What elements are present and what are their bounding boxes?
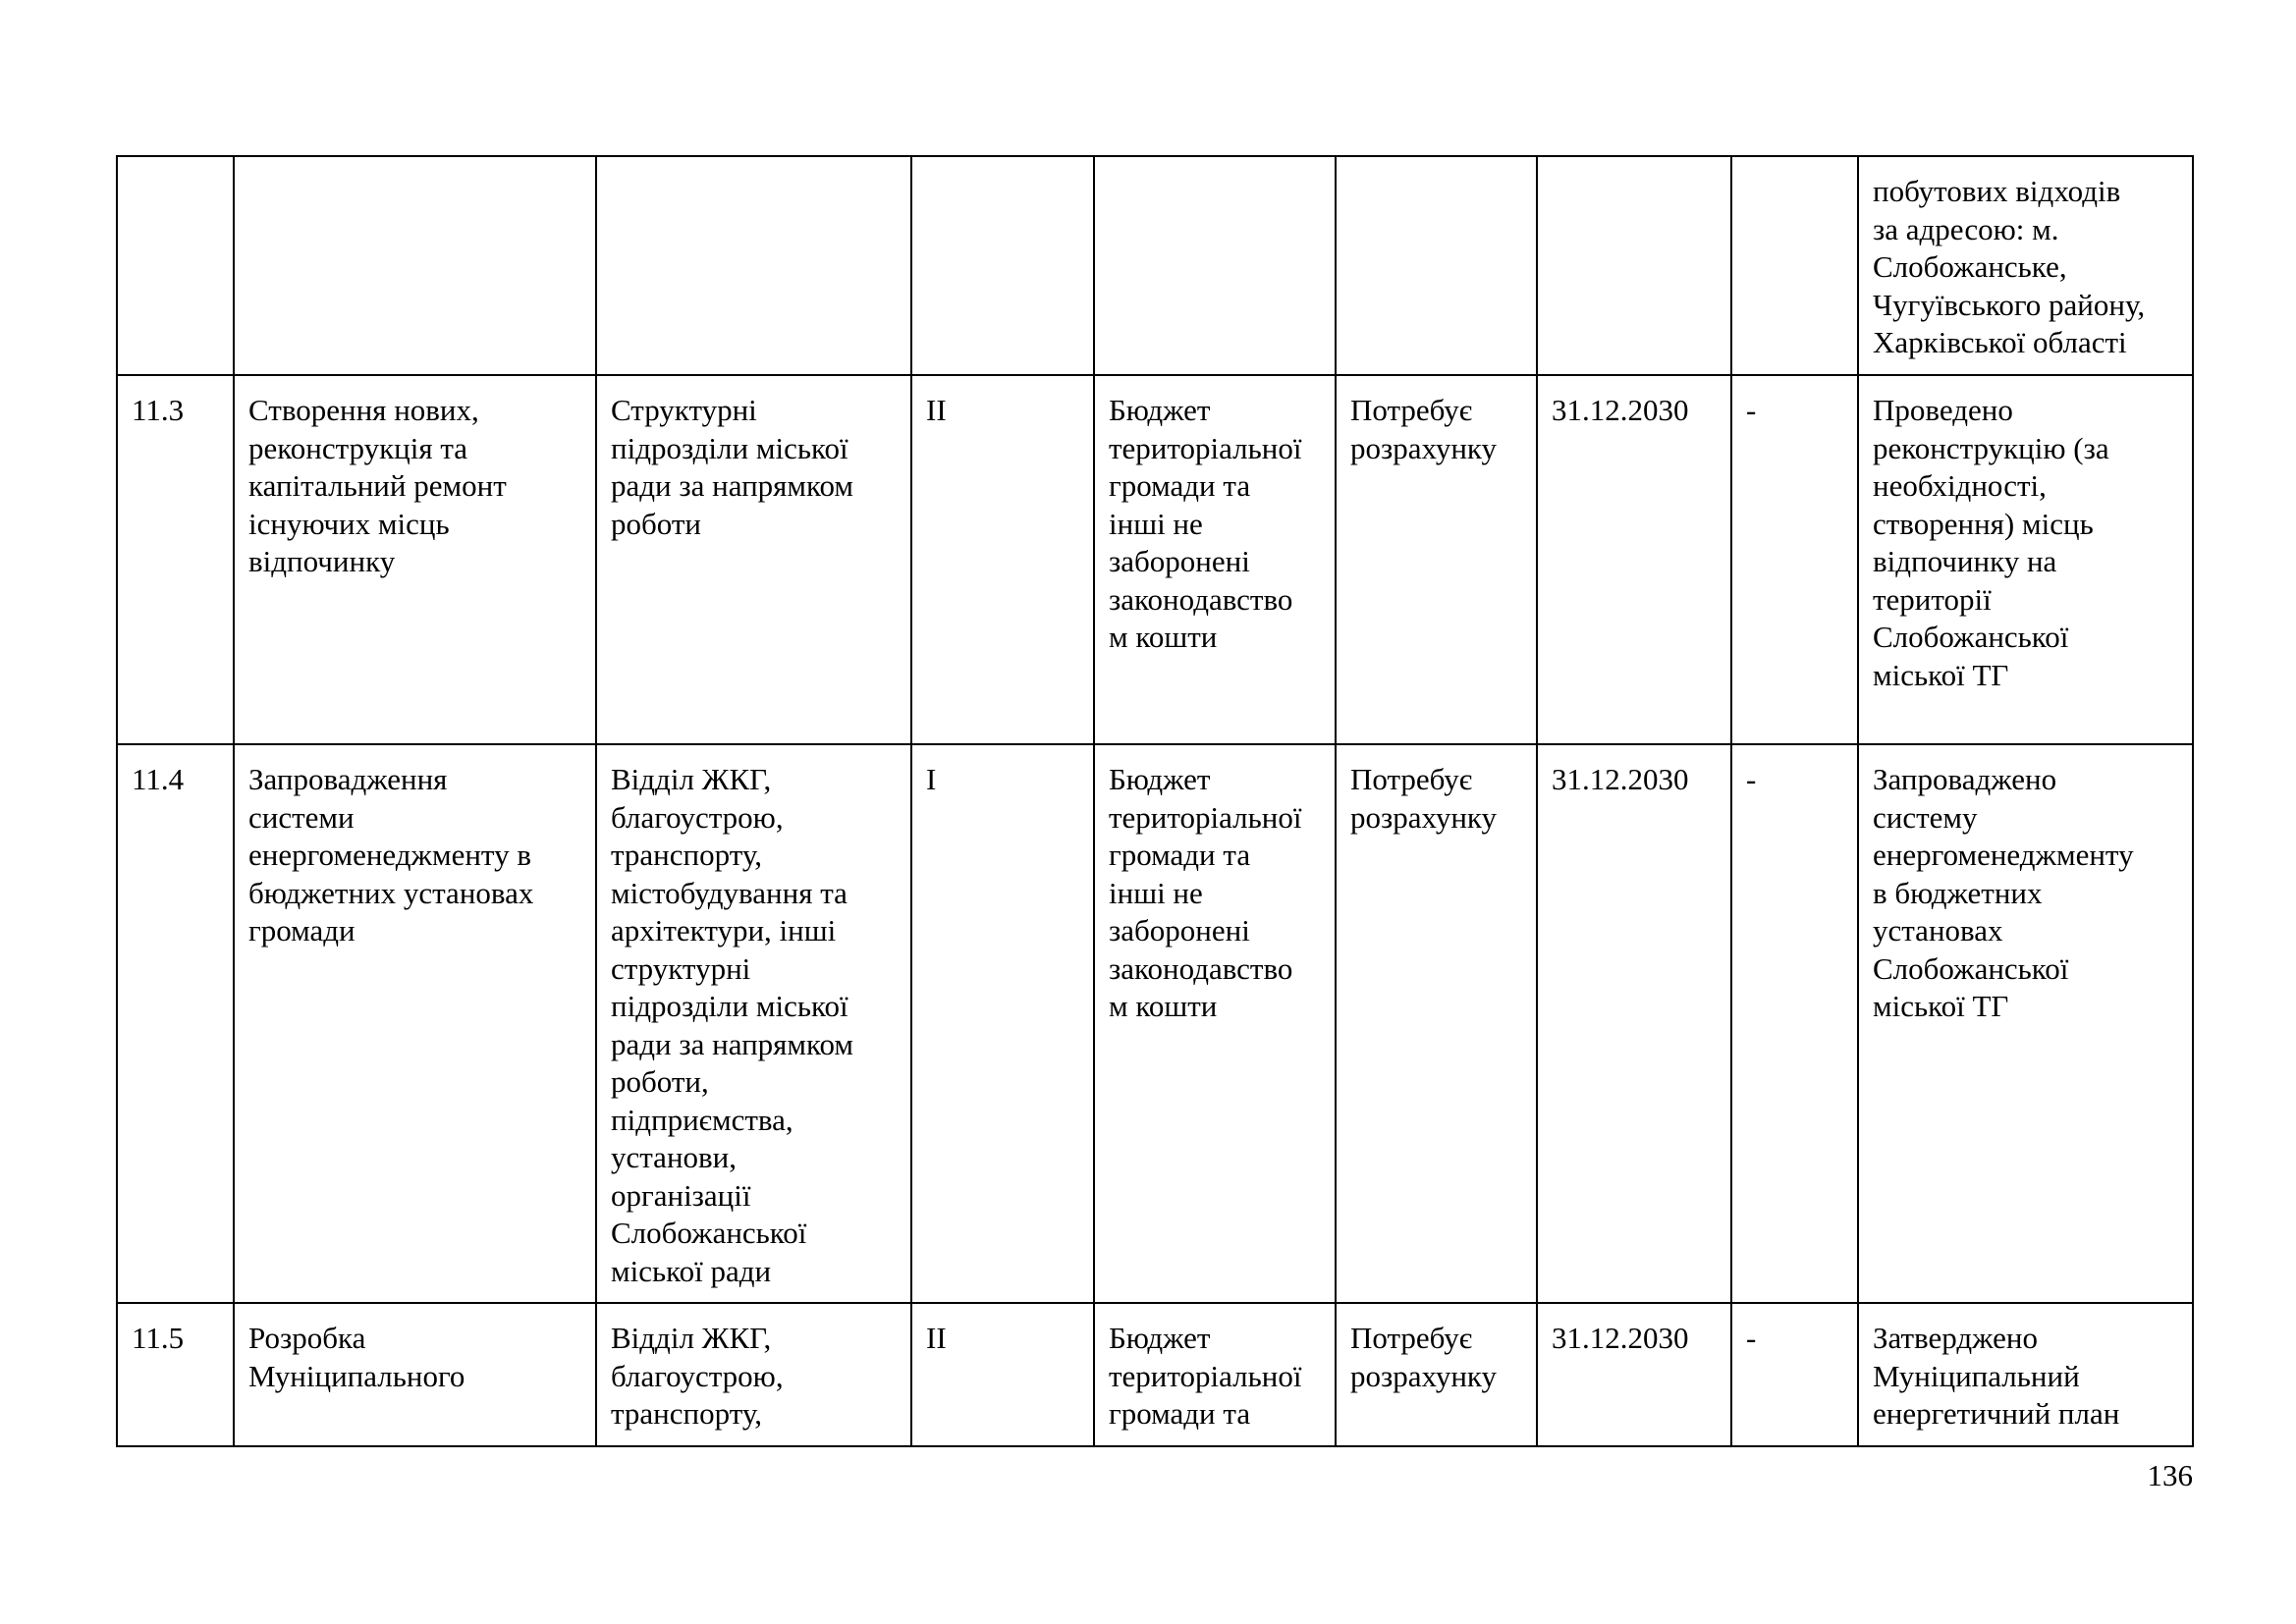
cell-extra: - xyxy=(1731,1303,1858,1446)
table-row xyxy=(117,156,2193,375)
table-row xyxy=(117,375,2193,744)
cell-stage xyxy=(911,156,1094,375)
cell-expected-result: Затверджено Муніципальний енергетичний план xyxy=(1858,1303,2193,1446)
cell-extra: - xyxy=(1731,375,1858,744)
cell-number: 11.3 xyxy=(117,375,234,744)
cell-deadline: 31.12.2030 xyxy=(1537,375,1731,744)
cell-deadline: 31.12.2030 xyxy=(1537,744,1731,1303)
cell-executor: Структурні підрозділи міської ради за напрямком роботи xyxy=(596,375,911,744)
cell-stage: І xyxy=(911,744,1094,1303)
cell-measure-name: Запровадження системи енергоменеджменту в бюджетних установах громади xyxy=(234,744,596,1303)
cell-cost: Потребує розрахунку xyxy=(1336,1303,1537,1446)
cell-funding-source: Бюджет територіальної громади та інші не заборонені законодавство м кошти xyxy=(1094,744,1336,1303)
cell-funding-source: Бюджет територіальної громади та інші не заборонені законодавство м кошти xyxy=(1094,375,1336,744)
cell-funding-source: Бюджет територіальної громади та xyxy=(1094,1303,1336,1446)
cell-extra xyxy=(1731,156,1858,375)
measures-table xyxy=(116,155,2194,1447)
cell-executor: Відділ ЖКГ, благоустрою, транспорту, містобудування та архітектури, інші структурні підрозділи міської ради за напрямком роботи, підприємства, установи, організації Слобожанської міської ради xyxy=(596,744,911,1303)
table-row xyxy=(117,744,2193,1303)
cell-deadline: 31.12.2030 xyxy=(1537,1303,1731,1446)
page-number: 136 xyxy=(2147,1458,2193,1492)
cell-measure-name xyxy=(234,156,596,375)
cell-expected-result: Запроваджено систему енергоменеджменту в бюджетних установах Слобожанської міської ТГ xyxy=(1858,744,2193,1303)
cell-stage: ІІ xyxy=(911,375,1094,744)
cell-number xyxy=(117,156,234,375)
cell-measure-name: Розробка Муніципального xyxy=(234,1303,596,1446)
cell-stage: ІІ xyxy=(911,1303,1094,1446)
cell-expected-result: побутових відходів за адресою: м. Слобожанське, Чугуївського району, Харківської області xyxy=(1858,156,2193,375)
cell-funding-source xyxy=(1094,156,1336,375)
cell-executor xyxy=(596,156,911,375)
cell-cost: Потребує розрахунку xyxy=(1336,375,1537,744)
cell-measure-name: Створення нових, реконструкція та капітальний ремонт існуючих місць відпочинку xyxy=(234,375,596,744)
cell-extra: - xyxy=(1731,744,1858,1303)
cell-number: 11.4 xyxy=(117,744,234,1303)
table-row xyxy=(117,1303,2193,1446)
cell-cost: Потребує розрахунку xyxy=(1336,744,1537,1303)
cell-expected-result: Проведено реконструкцію (за необхідності, створення) місць відпочинку на території Слобожанської міської ТГ xyxy=(1858,375,2193,744)
cell-cost xyxy=(1336,156,1537,375)
cell-executor: Відділ ЖКГ, благоустрою, транспорту, xyxy=(596,1303,911,1446)
cell-deadline xyxy=(1537,156,1731,375)
cell-number: 11.5 xyxy=(117,1303,234,1446)
